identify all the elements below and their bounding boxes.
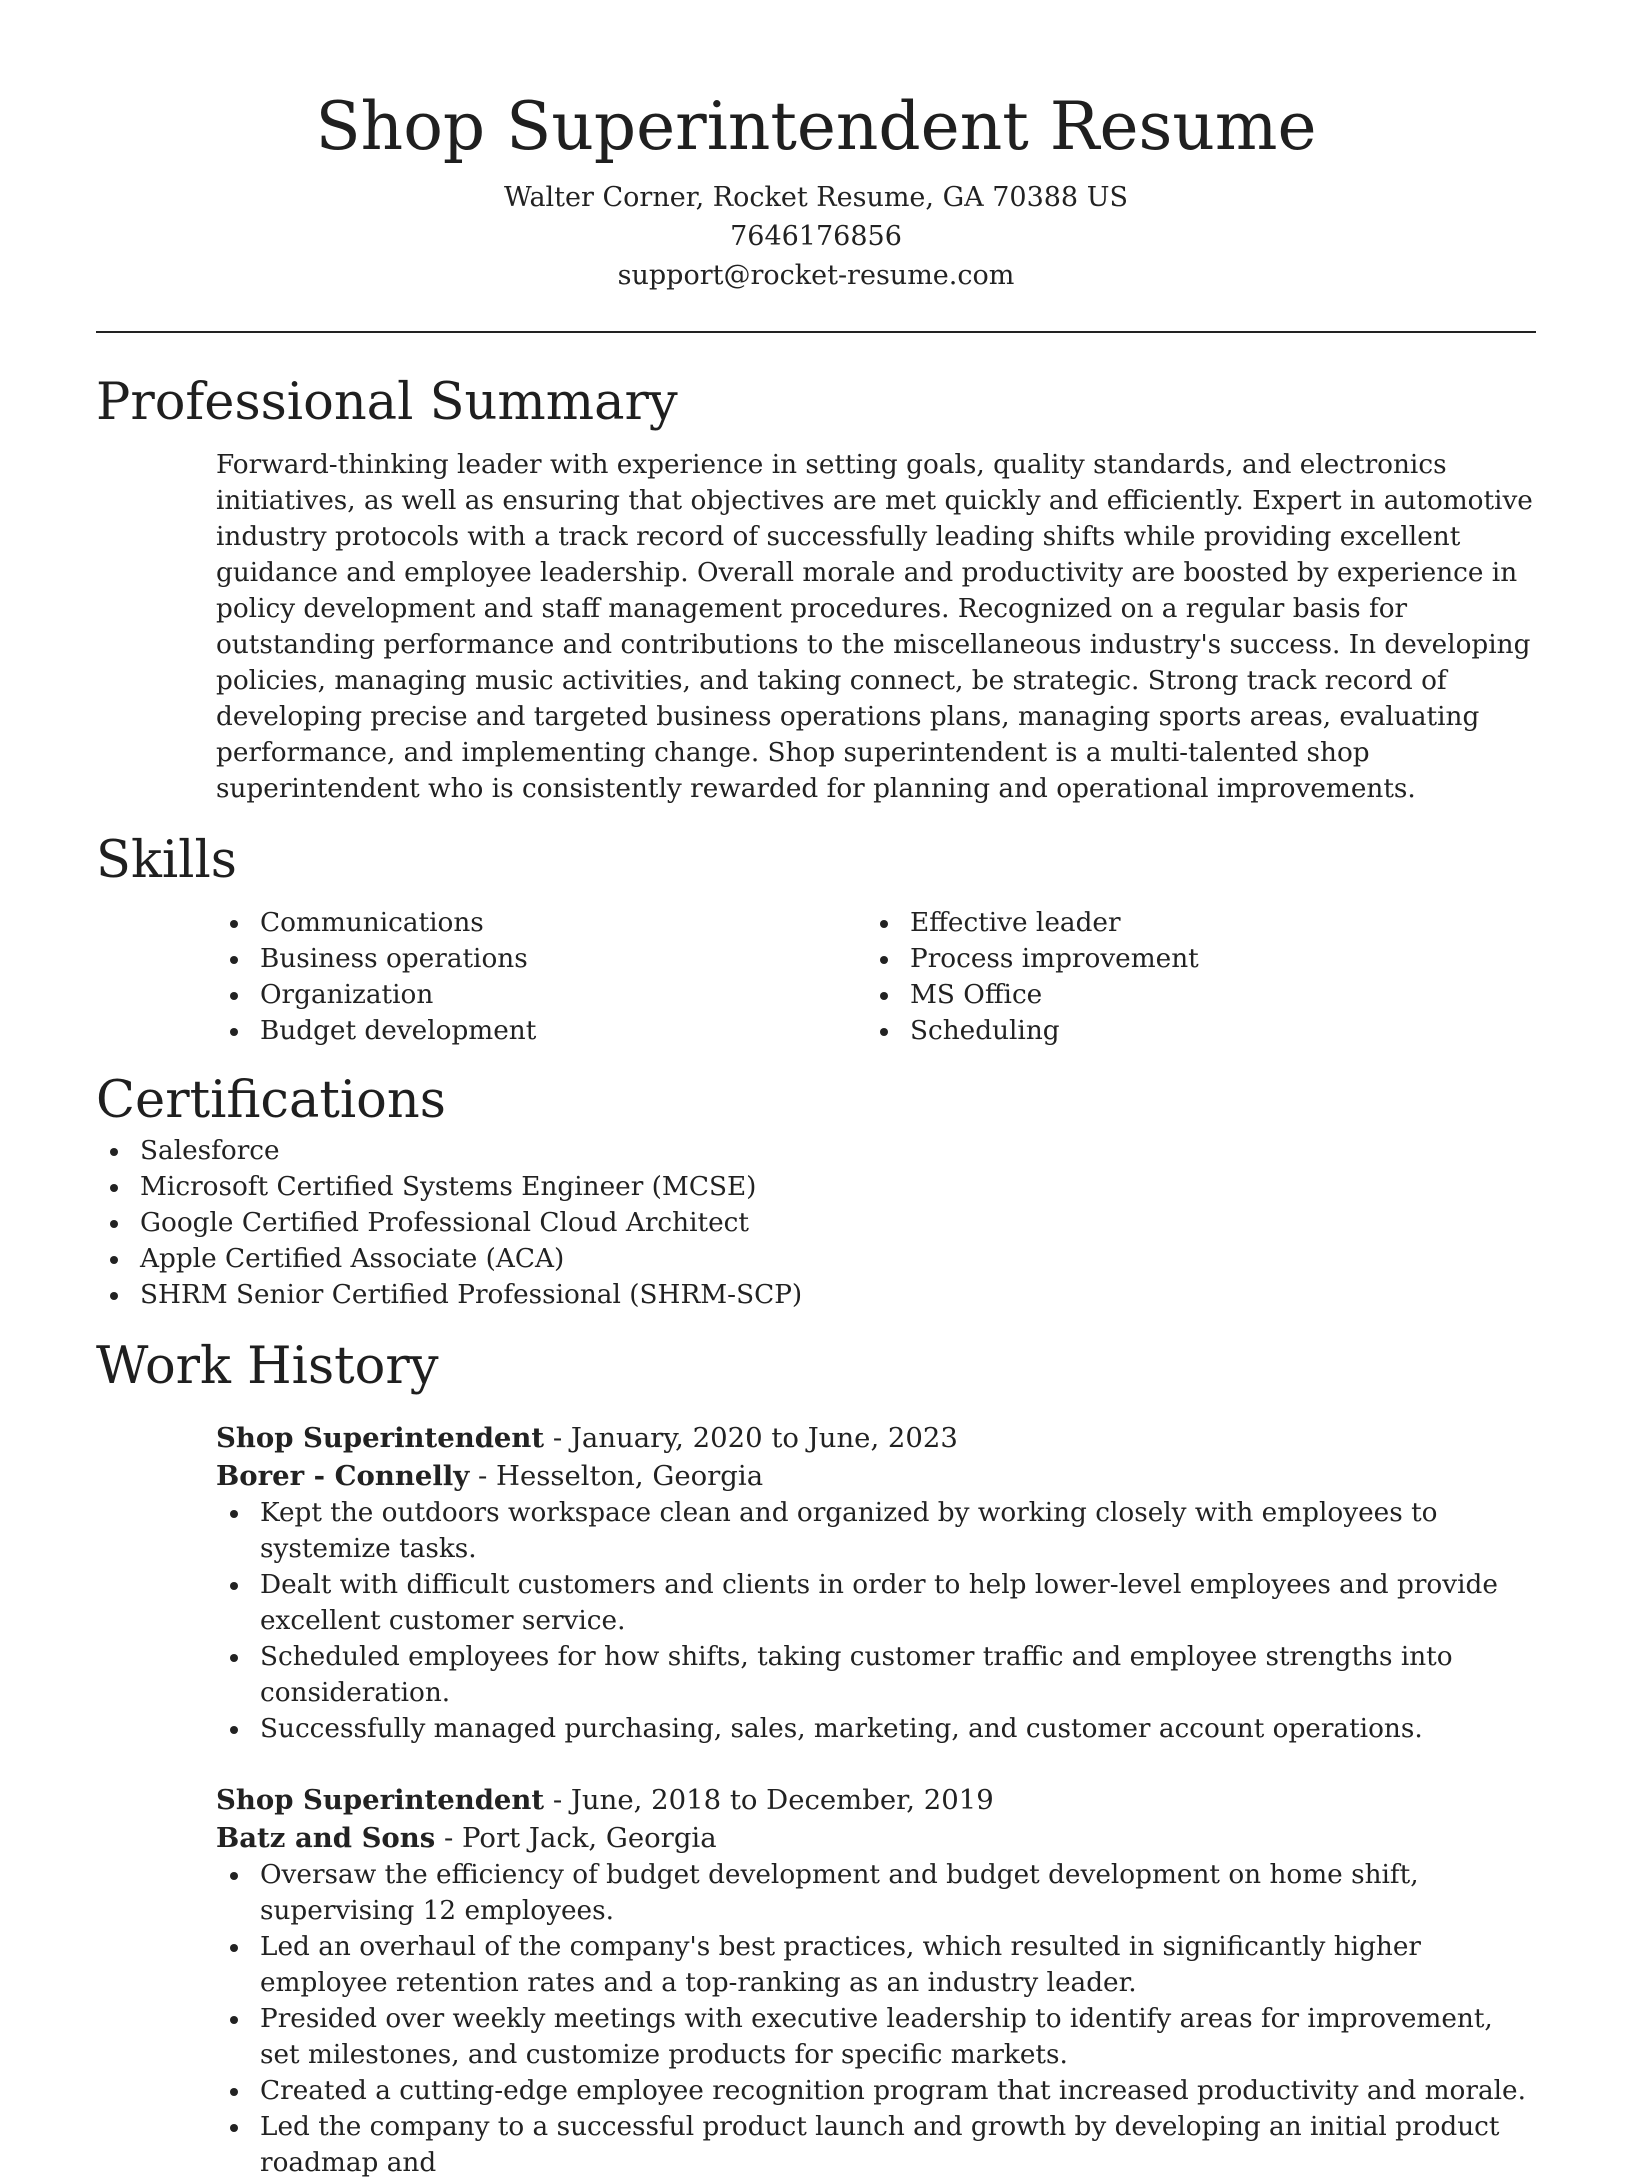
professional-summary-heading: Professional Summary [96,373,678,432]
resume-page [96,0,1536,2181]
job-entry [216,1781,1536,2181]
job-dates: January, 2020 to June, 2023 [570,1422,958,1454]
job-title-line: Shop Superintendent - January, 2020 to June, 2023 [216,1422,958,1454]
job-duty-item: Led an overhaul of the company's best practices, which resulted in significantly higher employee retention rates and a top-ranking as an industry leader. [216,1929,1536,2001]
certification-item: Microsoft Certified Systems Engineer (MCSE) [96,1169,1536,1205]
certifications-section [96,1069,1536,1313]
job-company-line: Batz and Sons - Port Jack, Georgia [216,1822,717,1854]
skill-item: Communications [216,905,866,941]
job-title-line: Shop Superintendent - June, 2018 to December, 2019 [216,1784,994,1816]
certification-item: SHRM Senior Certified Professional (SHRM-SCP) [96,1277,1536,1313]
certification-item: Google Certified Professional Cloud Architect [96,1205,1536,1241]
skills-heading: Skills [96,831,237,890]
certification-item: Salesforce [96,1133,1536,1169]
professional-summary-text: Forward-thinking leader with experience in setting goals, quality standards, and electronics initiatives, as well as ensuring that objectives are met quickly and efficiently. Expert in automotive industry protocols with a track record of successfully leading shifts while providing excellent guidance and employee leadership. Overall morale and productivity are boosted by experience in policy development and staff management procedures. Recognized on a regular basis for outstanding performance and contributions to the miscellaneous industry's success. In developing policies, managing music activities, and taking connect, be strategic. Strong track record of developing precise and targeted business operations plans, managing sports areas, evaluating performance, and implementing change. Shop superintendent is a multi-talented shop superintendent who is consistently rewarded for planning and operational improvements. [216,450,1533,804]
job-duty-item: Led the company to a successful product launch and growth by developing an initial product roadmap and [216,2109,1536,2181]
job-duty-item: Oversaw the efficiency of budget development and budget development on home shift, supervising 12 employees. [216,1857,1536,1929]
job-duties-list [216,1857,1536,2181]
resume-title: Shop Superintendent Resume [315,88,1317,165]
job-company: Borer - Connelly [216,1460,470,1492]
job-dates: June, 2018 to December, 2019 [570,1784,994,1816]
job-title: Shop Superintendent [216,1422,545,1454]
job-location: Port Jack, Georgia [462,1822,717,1854]
contact-email: support@rocket-resume.com [617,260,1015,291]
certifications-list [96,1133,1536,1313]
skills-grid [216,905,1536,1049]
job-duties-list [216,1495,1536,1747]
skill-item: MS Office [866,977,1516,1013]
skill-item: Effective leader [866,905,1516,941]
work-history-section [96,1335,1536,2181]
skill-item: Process improvement [866,941,1516,977]
skills-section [96,829,1536,1049]
work-history-heading: Work History [96,1337,439,1396]
contact-block [96,178,1536,295]
skills-list-left [216,905,866,1049]
job-duty-item: Presided over weekly meetings with executive leadership to identify areas for improvement, set milestones, and customize products for specific markets. [216,2001,1536,2073]
job-location: Hesselton, Georgia [496,1460,764,1492]
skill-item: Organization [216,977,866,1013]
job-company: Batz and Sons [216,1822,436,1854]
job-duty-item: Created a cutting-edge employee recognition program that increased productivity and morale. [216,2073,1536,2109]
job-duty-item: Dealt with difficult customers and clients in order to help lower-level employees and provide excellent customer service. [216,1567,1536,1639]
skills-list-right [866,905,1516,1049]
professional-summary-section [96,371,1536,807]
skill-item: Business operations [216,941,866,977]
skill-item: Budget development [216,1013,866,1049]
certification-item: Apple Certified Associate (ACA) [96,1241,1536,1277]
job-title: Shop Superintendent [216,1784,545,1816]
certifications-heading: Certifications [96,1071,446,1130]
header-divider [96,331,1536,333]
job-duty-item: Scheduled employees for how shifts, taking customer traffic and employee strengths into consideration. [216,1639,1536,1711]
job-company-line: Borer - Connelly - Hesselton, Georgia [216,1460,764,1492]
job-entry [216,1419,1536,1747]
skill-item: Scheduling [866,1013,1516,1049]
job-duty-item: Successfully managed purchasing, sales, marketing, and customer account operations. [216,1711,1536,1747]
contact-address: Walter Corner, Rocket Resume, GA 70388 US [504,182,1128,213]
contact-phone: 7646176856 [730,221,902,252]
job-duty-item: Kept the outdoors workspace clean and organized by working closely with employees to systemize tasks. [216,1495,1536,1567]
